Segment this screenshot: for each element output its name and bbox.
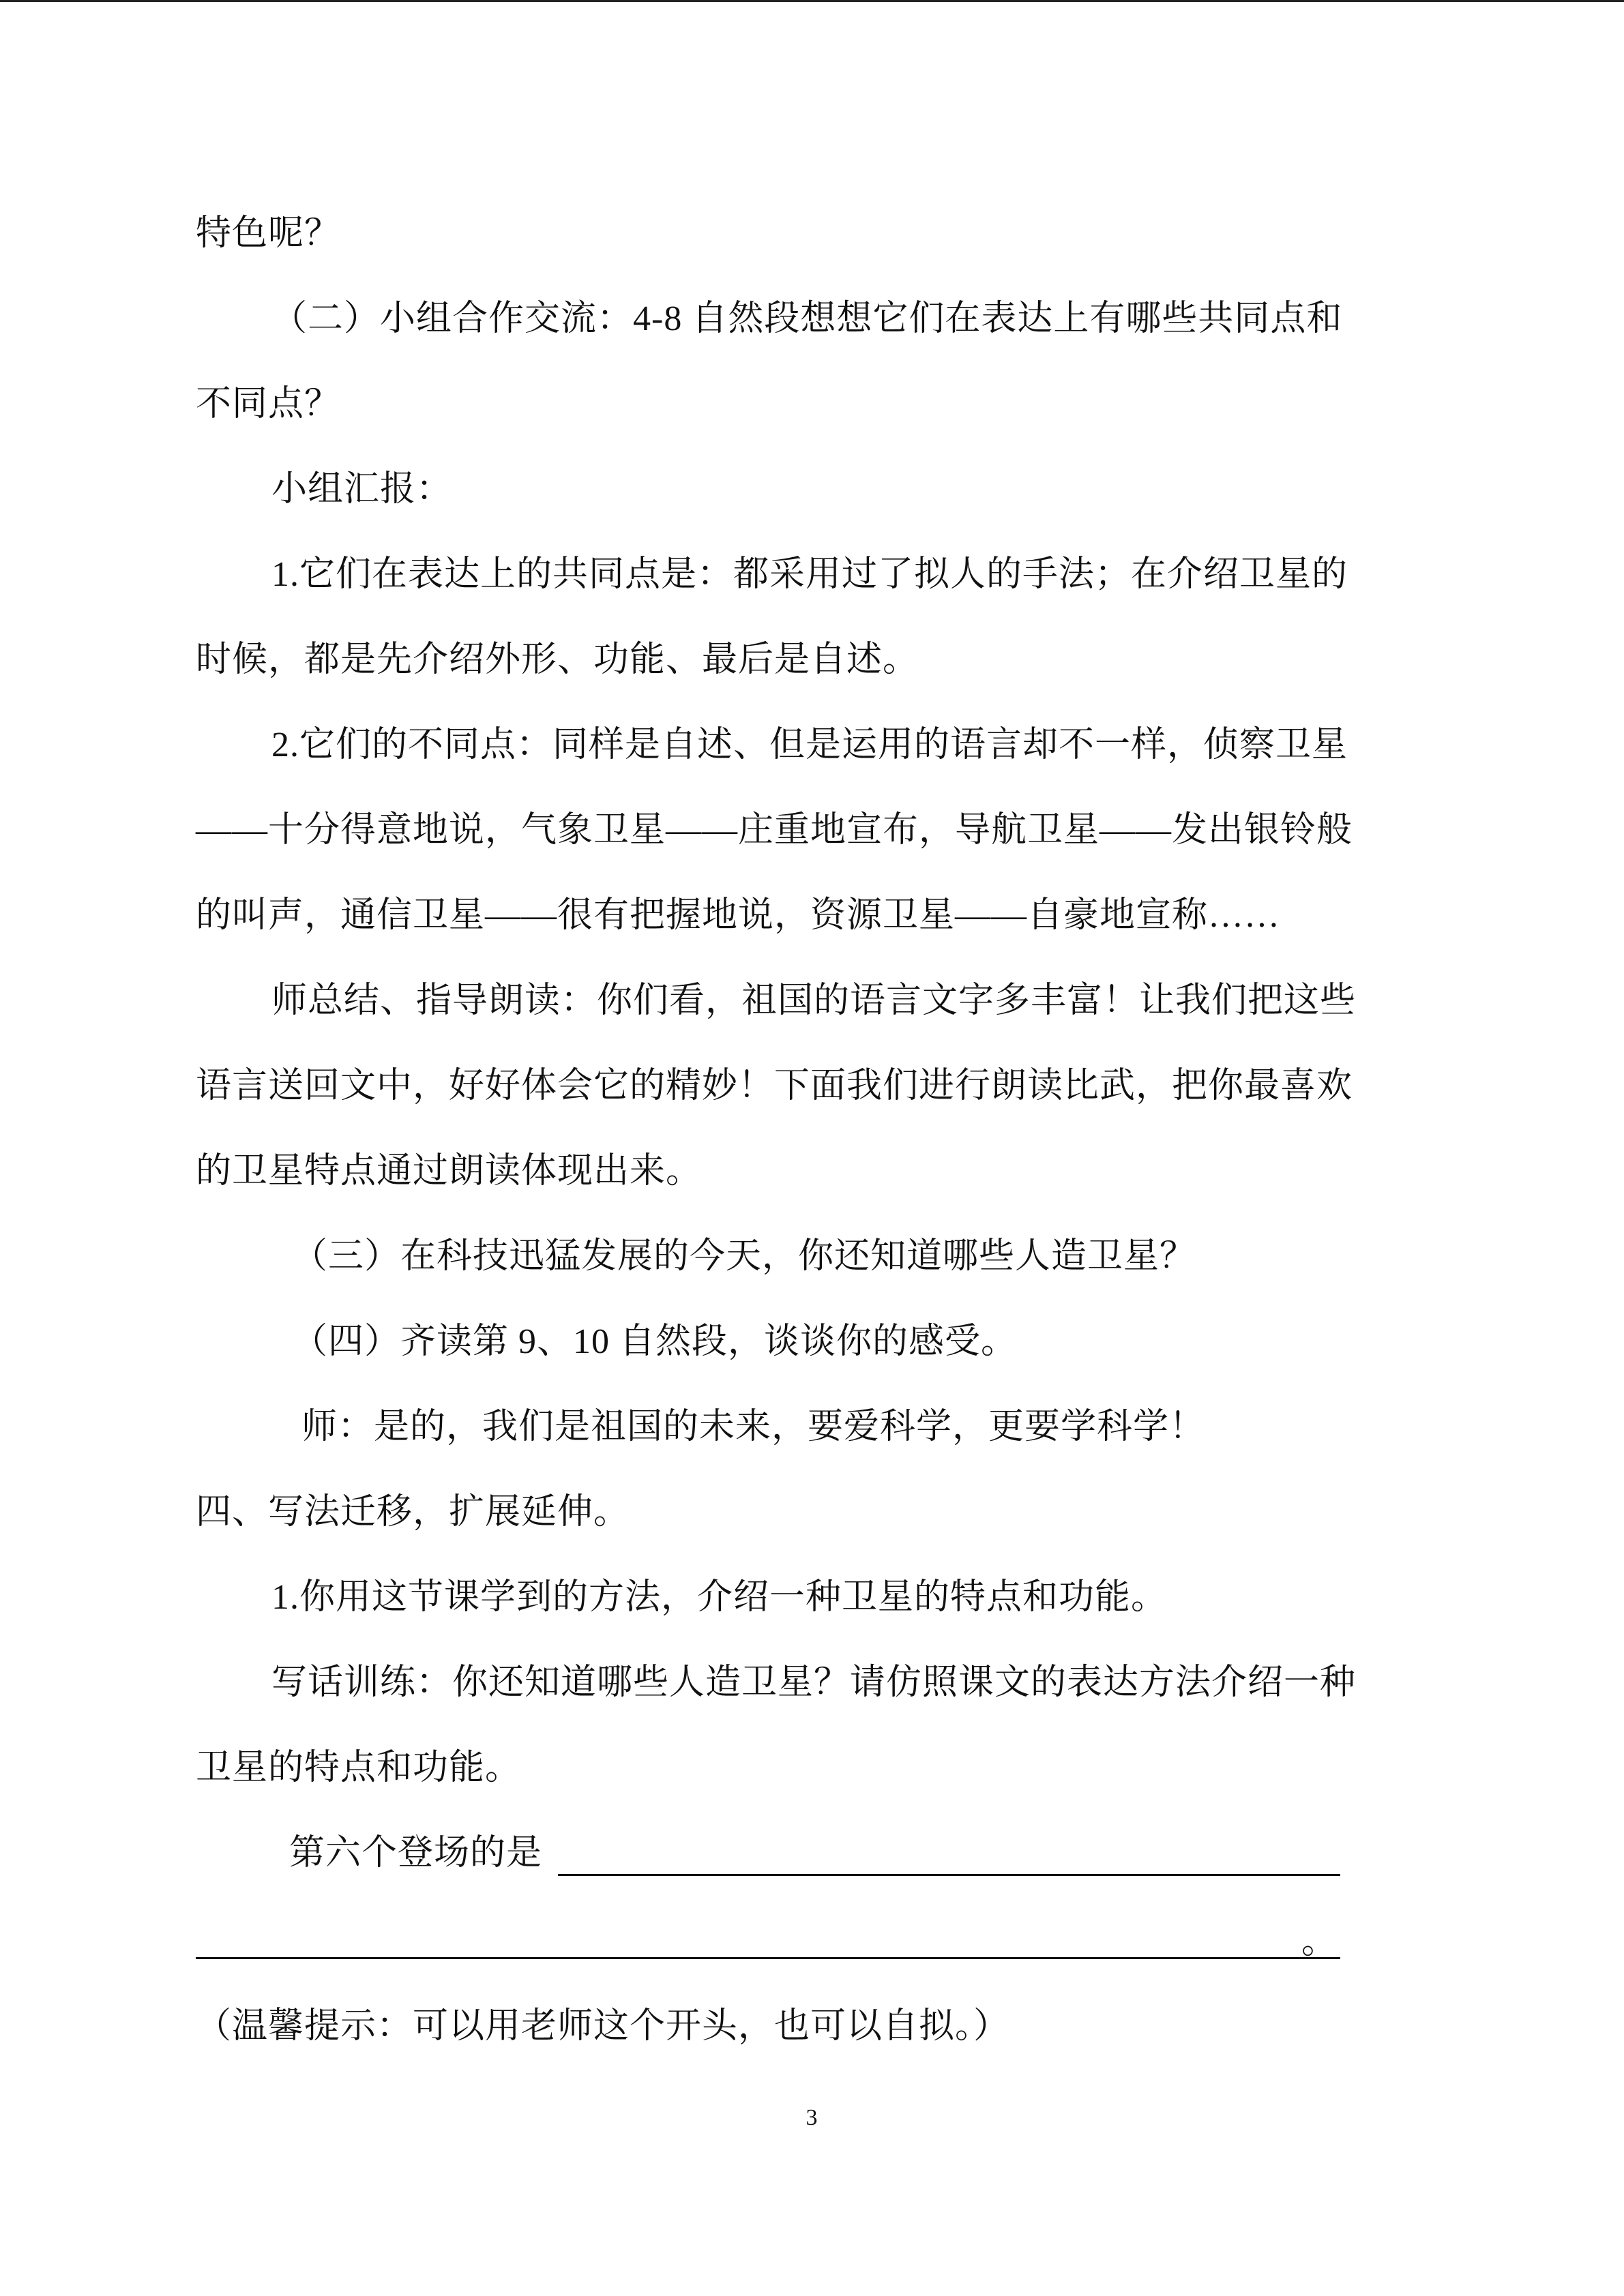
paragraph-line: 语言送回文中，好好体会它的精妙！下面我们进行朗读比武，把你最喜欢 (196, 1067, 1353, 1105)
paragraph-line: 1.它们在表达上的共同点是：都采用过了拟人的手法；在介绍卫星的 (271, 555, 1348, 594)
page-number: 3 (806, 2105, 818, 2130)
paragraph-line: 不同点？ (196, 385, 341, 423)
paragraph-line: 时候，都是先介绍外形、功能、最后是自述。 (196, 640, 919, 679)
paragraph-line: （四）齐读第 9、10 自然段，谈谈你的感受。 (292, 1322, 1018, 1361)
paragraph-line: ——十分得意地说，气象卫星——庄重地宣布，导航卫星——发出银铃般 (196, 811, 1353, 850)
paragraph-line: 特色呢？ (196, 214, 341, 253)
paragraph-line: 的叫声，通信卫星——很有把握地说，资源卫星——自豪地宣称…… (196, 896, 1281, 935)
paragraph-line: 写话训练：你还知道哪些人造卫星？请仿照课文的表达方法介绍一种 (271, 1663, 1357, 1702)
fill-in-blank-line-1 (558, 1874, 1340, 1876)
fill-in-blank-line-2 (196, 1957, 1340, 1959)
paragraph-line: 小组汇报： (271, 470, 453, 509)
paragraph-line: 2.它们的不同点：同样是自述、但是运用的语言却不一样，侦察卫星 (271, 726, 1348, 764)
paragraph-line: 师：是的，我们是祖国的未来，要爱科学，更要学科学！ (301, 1407, 1206, 1446)
paragraph-line: 的卫星特点通过朗读体现出来。 (196, 1152, 703, 1191)
tip-note: （温馨提示：可以用老师这个开头，也可以自拟。） (196, 2007, 1010, 2046)
fill-in-end-mark: 。 (1301, 1922, 1338, 1961)
fill-in-prompt: 第六个登场的是 (289, 1834, 543, 1873)
paragraph-line: （二）小组合作交流：4-8 自然段想想它们在表达上有哪些共同点和 (271, 299, 1343, 338)
section-heading: 四、写法迁移，扩展延伸。 (196, 1493, 630, 1532)
paragraph-line: 师总结、指导朗读：你们看，祖国的语言文字多丰富！让我们把这些 (271, 981, 1357, 1020)
page-top-border (0, 0, 1624, 2)
paragraph-line: （三）在科技迅猛发展的今天，你还知道哪些人造卫星？ (292, 1237, 1196, 1276)
paragraph-line: 卫星的特点和功能。 (196, 1748, 522, 1787)
paragraph-line: 1.你用这节课学到的方法，介绍一种卫星的特点和功能。 (271, 1578, 1168, 1617)
